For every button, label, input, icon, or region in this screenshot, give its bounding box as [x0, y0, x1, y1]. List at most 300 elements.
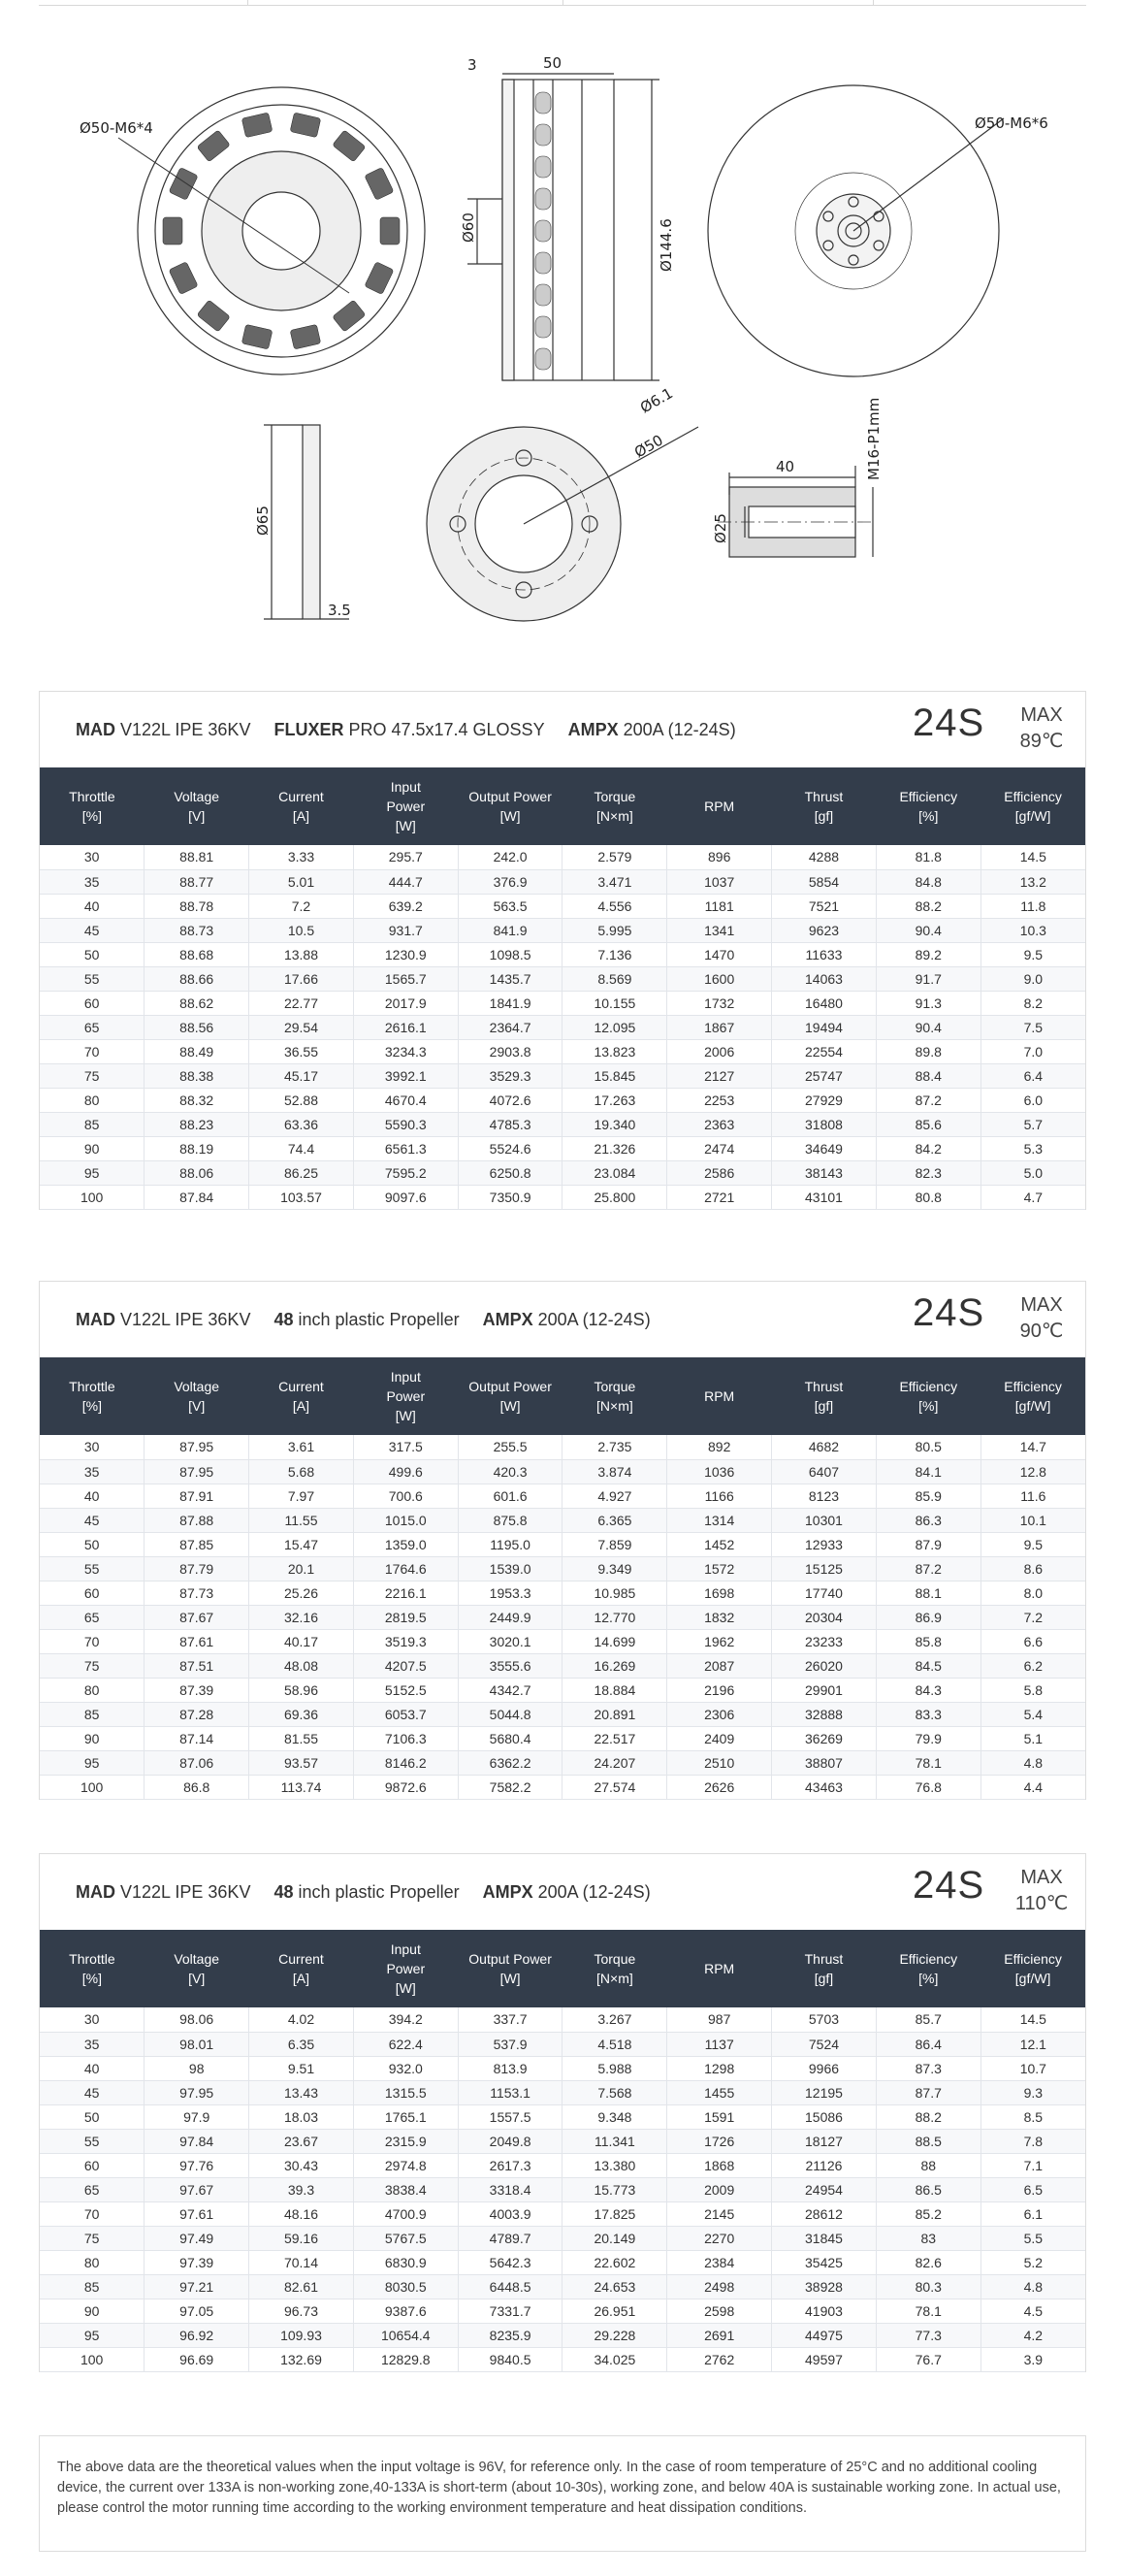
cell-efficiency-gfw: 3.9 — [980, 2347, 1085, 2371]
cell-efficiency-pct: 88.5 — [876, 2129, 980, 2153]
dim-gap: 3 — [467, 56, 477, 74]
cell-thrust: 17740 — [772, 1581, 877, 1605]
cell-throttle: 70 — [40, 1629, 145, 1653]
cell-torque: 5.995 — [562, 918, 667, 942]
cell-thrust: 9966 — [772, 2056, 877, 2080]
cell-output-power: 3318.4 — [458, 2177, 562, 2201]
cell-torque: 21.326 — [562, 1136, 667, 1160]
cell-output-power: 5044.8 — [458, 1702, 562, 1726]
table-row — [40, 2056, 1085, 2080]
cell-torque: 16.269 — [562, 1653, 667, 1678]
cell-efficiency-gfw: 4.7 — [980, 1185, 1085, 1209]
cell-rpm: 1470 — [667, 942, 772, 966]
cell-voltage: 97.84 — [145, 2129, 249, 2153]
cell-torque: 10.155 — [562, 991, 667, 1015]
cell-input-power: 317.5 — [353, 1435, 458, 1459]
cell-input-power: 444.7 — [353, 869, 458, 894]
dim-thread: M16-P1mm — [865, 397, 883, 480]
top-divider — [39, 0, 1086, 6]
cell-torque: 7.136 — [562, 942, 667, 966]
cell-thrust: 44975 — [772, 2323, 877, 2347]
performance-table-1 — [40, 767, 1085, 1210]
cell-torque: 12.095 — [562, 1015, 667, 1039]
cell-throttle: 95 — [40, 1750, 145, 1775]
header-torque: Torque [N×m] — [562, 1357, 667, 1435]
cell-throttle: 40 — [40, 894, 145, 918]
cell-input-power: 932.0 — [353, 2056, 458, 2080]
cell-torque: 5.988 — [562, 2056, 667, 2080]
cell-current: 17.66 — [249, 966, 354, 991]
cell-input-power: 639.2 — [353, 894, 458, 918]
cell-current: 45.17 — [249, 1063, 354, 1088]
performance-table-3 — [40, 1930, 1085, 2372]
cell-current: 82.61 — [249, 2274, 354, 2299]
cell-output-power: 813.9 — [458, 2056, 562, 2080]
cell-torque: 13.823 — [562, 1039, 667, 1063]
cell-efficiency-pct: 88.2 — [876, 2104, 980, 2129]
cell-current: 48.08 — [249, 1653, 354, 1678]
cell-input-power: 5152.5 — [353, 1678, 458, 1702]
cell-efficiency-pct: 87.2 — [876, 1556, 980, 1581]
cell-current: 70.14 — [249, 2250, 354, 2274]
cell-output-power: 875.8 — [458, 1508, 562, 1532]
cell-voltage: 88.78 — [145, 894, 249, 918]
cell-thrust: 43101 — [772, 1185, 877, 1209]
cell-efficiency-gfw: 4.4 — [980, 1775, 1085, 1799]
section-1-header — [40, 692, 1085, 767]
cell-thrust: 41903 — [772, 2299, 877, 2323]
table-row — [40, 1459, 1085, 1484]
table-row — [40, 2347, 1085, 2371]
cell-throttle: 60 — [40, 2153, 145, 2177]
cell-input-power: 3234.3 — [353, 1039, 458, 1063]
cell-output-power: 420.3 — [458, 1459, 562, 1484]
cell-torque: 22.602 — [562, 2250, 667, 2274]
cell-current: 109.93 — [249, 2323, 354, 2347]
cell-torque: 15.773 — [562, 2177, 667, 2201]
cell-thrust: 36269 — [772, 1726, 877, 1750]
cell-rpm: 2145 — [667, 2201, 772, 2226]
header-throttle: Throttle [%] — [40, 767, 145, 845]
cell-rpm: 1832 — [667, 1605, 772, 1629]
cell-voltage: 88.49 — [145, 1039, 249, 1063]
cell-efficiency-pct: 80.3 — [876, 2274, 980, 2299]
cell-efficiency-pct: 86.4 — [876, 2032, 980, 2056]
cell-rpm: 2127 — [667, 1063, 772, 1088]
header-thrust: Thrust [gf] — [772, 767, 877, 845]
cell-efficiency-gfw: 5.7 — [980, 1112, 1085, 1136]
cell-throttle: 45 — [40, 2080, 145, 2104]
cell-output-power: 6362.2 — [458, 1750, 562, 1775]
cell-input-power: 9387.6 — [353, 2299, 458, 2323]
technical-drawing-svg — [39, 39, 1086, 640]
cell-voltage: 87.85 — [145, 1532, 249, 1556]
table-row — [40, 1112, 1085, 1136]
header-efficiency-gfw: Efficiency [gf/W] — [980, 1357, 1085, 1435]
dim-adapter: Ø65 — [254, 505, 272, 536]
cell-throttle: 80 — [40, 1088, 145, 1112]
cell-rpm: 2510 — [667, 1750, 772, 1775]
cell-rpm: 1591 — [667, 2104, 772, 2129]
cell-thrust: 11633 — [772, 942, 877, 966]
section-2 — [39, 1281, 1086, 1800]
cell-efficiency-pct: 89.8 — [876, 1039, 980, 1063]
section-1-voltage: 24S — [913, 701, 985, 744]
cell-torque: 15.845 — [562, 1063, 667, 1088]
disclaimer-note: The above data are the theoretical values when the input voltage is 96V, for reference only. In the case of room temperature of 25°C and no additional cooling device, the current over 133A is non-working zone,40-133A is short-term (about 10-30s), working zone, and below 40A is sustainable working zone. In actual use, please control the motor running time according to the working environment temperature and heat dissipation conditions. — [39, 2435, 1086, 2552]
cell-thrust: 24954 — [772, 2177, 877, 2201]
cell-output-power: 4003.9 — [458, 2201, 562, 2226]
table-row — [40, 2032, 1085, 2056]
cell-input-power: 2216.1 — [353, 1581, 458, 1605]
cell-input-power: 499.6 — [353, 1459, 458, 1484]
dim-rear-holes: Ø50-M6*6 — [975, 114, 1048, 132]
cell-rpm: 1600 — [667, 966, 772, 991]
cell-torque: 3.267 — [562, 2007, 667, 2032]
cell-throttle: 90 — [40, 1136, 145, 1160]
cell-torque: 19.340 — [562, 1112, 667, 1136]
cell-voltage: 88.56 — [145, 1015, 249, 1039]
cell-throttle: 35 — [40, 1459, 145, 1484]
cell-current: 86.25 — [249, 1160, 354, 1185]
cell-throttle: 95 — [40, 2323, 145, 2347]
table-row — [40, 991, 1085, 1015]
cell-output-power: 5680.4 — [458, 1726, 562, 1750]
cell-output-power: 6448.5 — [458, 2274, 562, 2299]
cell-thrust: 32888 — [772, 1702, 877, 1726]
cell-voltage: 98.01 — [145, 2032, 249, 2056]
cell-output-power: 337.7 — [458, 2007, 562, 2032]
cell-rpm: 2498 — [667, 2274, 772, 2299]
cell-efficiency-gfw: 6.1 — [980, 2201, 1085, 2226]
cell-throttle: 85 — [40, 1702, 145, 1726]
cell-efficiency-gfw: 6.6 — [980, 1629, 1085, 1653]
cell-throttle: 35 — [40, 869, 145, 894]
cell-current: 81.55 — [249, 1726, 354, 1750]
cell-input-power: 4670.4 — [353, 1088, 458, 1112]
cell-voltage: 87.79 — [145, 1556, 249, 1581]
cell-thrust: 15125 — [772, 1556, 877, 1581]
header-torque: Torque [N×m] — [562, 767, 667, 845]
cell-output-power: 3555.6 — [458, 1653, 562, 1678]
cell-throttle: 50 — [40, 942, 145, 966]
header-current: Current [A] — [249, 1930, 354, 2007]
cell-output-power: 6250.8 — [458, 1160, 562, 1185]
cell-input-power: 1315.5 — [353, 2080, 458, 2104]
cell-rpm: 2474 — [667, 1136, 772, 1160]
cell-throttle: 50 — [40, 1532, 145, 1556]
table-row — [40, 1750, 1085, 1775]
cell-rpm: 2253 — [667, 1088, 772, 1112]
cell-current: 132.69 — [249, 2347, 354, 2371]
cell-throttle: 90 — [40, 2299, 145, 2323]
cell-voltage: 87.67 — [145, 1605, 249, 1629]
motor-technical-drawing — [39, 39, 1086, 640]
table-row — [40, 1532, 1085, 1556]
cell-output-power: 841.9 — [458, 918, 562, 942]
cell-voltage: 97.61 — [145, 2201, 249, 2226]
header-efficiency-gfw: Efficiency [gf/W] — [980, 1930, 1085, 2007]
cell-voltage: 96.92 — [145, 2323, 249, 2347]
cell-current: 5.01 — [249, 869, 354, 894]
table-row — [40, 2153, 1085, 2177]
cell-rpm: 2384 — [667, 2250, 772, 2274]
adapter-front — [427, 427, 698, 621]
cell-torque: 18.884 — [562, 1678, 667, 1702]
cell-throttle: 100 — [40, 2347, 145, 2371]
cell-current: 7.2 — [249, 894, 354, 918]
cell-current: 15.47 — [249, 1532, 354, 1556]
cell-rpm: 1868 — [667, 2153, 772, 2177]
cell-output-power: 242.0 — [458, 845, 562, 869]
cell-efficiency-gfw: 8.0 — [980, 1581, 1085, 1605]
header-efficiency-pct: Efficiency [%] — [876, 767, 980, 845]
section-3-voltage: 24S — [913, 1864, 985, 1907]
cell-voltage: 87.95 — [145, 1459, 249, 1484]
cell-voltage: 96.69 — [145, 2347, 249, 2371]
cell-voltage: 87.73 — [145, 1581, 249, 1605]
cell-current: 18.03 — [249, 2104, 354, 2129]
cell-efficiency-pct: 87.2 — [876, 1088, 980, 1112]
cell-throttle: 45 — [40, 918, 145, 942]
dim-shaft-diameter: Ø25 — [712, 513, 729, 543]
cell-thrust: 27929 — [772, 1088, 877, 1112]
cell-voltage: 97.49 — [145, 2226, 249, 2250]
cell-efficiency-pct: 87.7 — [876, 2080, 980, 2104]
header-rpm: RPM — [667, 1930, 772, 2007]
cell-input-power: 8146.2 — [353, 1750, 458, 1775]
cell-input-power: 4700.9 — [353, 2201, 458, 2226]
cell-input-power: 6561.3 — [353, 1136, 458, 1160]
header-input-power: Input Power [W] — [353, 767, 458, 845]
table-row — [40, 2104, 1085, 2129]
cell-throttle: 30 — [40, 845, 145, 869]
cell-efficiency-pct: 85.8 — [876, 1629, 980, 1653]
cell-current: 5.68 — [249, 1459, 354, 1484]
table-row — [40, 2129, 1085, 2153]
cell-efficiency-gfw: 6.5 — [980, 2177, 1085, 2201]
cell-torque: 27.574 — [562, 1775, 667, 1799]
cell-efficiency-gfw: 7.0 — [980, 1039, 1085, 1063]
cell-output-power: 1153.1 — [458, 2080, 562, 2104]
cell-thrust: 38143 — [772, 1160, 877, 1185]
cell-output-power: 2364.7 — [458, 1015, 562, 1039]
cell-output-power: 7582.2 — [458, 1775, 562, 1799]
cell-efficiency-gfw: 6.2 — [980, 1653, 1085, 1678]
cell-output-power: 2903.8 — [458, 1039, 562, 1063]
cell-throttle: 90 — [40, 1726, 145, 1750]
cell-efficiency-pct: 87.3 — [876, 2056, 980, 2080]
table-row — [40, 1775, 1085, 1799]
cell-throttle: 75 — [40, 1063, 145, 1088]
cell-efficiency-pct: 88.4 — [876, 1063, 980, 1088]
cell-efficiency-pct: 88.1 — [876, 1581, 980, 1605]
cell-rpm: 2721 — [667, 1185, 772, 1209]
table-row — [40, 1629, 1085, 1653]
table-row — [40, 2323, 1085, 2347]
header-voltage: Voltage [V] — [145, 1930, 249, 2007]
cell-rpm: 2409 — [667, 1726, 772, 1750]
cell-thrust: 43463 — [772, 1775, 877, 1799]
table-row — [40, 1039, 1085, 1063]
table-row — [40, 1653, 1085, 1678]
cell-input-power: 6830.9 — [353, 2250, 458, 2274]
cell-efficiency-gfw: 8.2 — [980, 991, 1085, 1015]
cell-thrust: 12195 — [772, 2080, 877, 2104]
section-1-config: MAD V122L IPE 36KV FLUXER PRO 47.5x17.4 GLOSSY AMPX 200A (12-24S) — [76, 720, 736, 739]
cell-input-power: 1015.0 — [353, 1508, 458, 1532]
cell-voltage: 87.61 — [145, 1629, 249, 1653]
cell-throttle: 35 — [40, 2032, 145, 2056]
header-current: Current [A] — [249, 1357, 354, 1435]
cell-torque: 25.800 — [562, 1185, 667, 1209]
cell-rpm: 1166 — [667, 1484, 772, 1508]
cell-voltage: 97.05 — [145, 2299, 249, 2323]
cell-efficiency-pct: 84.3 — [876, 1678, 980, 1702]
cell-rpm: 2270 — [667, 2226, 772, 2250]
cell-rpm: 1455 — [667, 2080, 772, 2104]
cell-torque: 12.770 — [562, 1605, 667, 1629]
cell-efficiency-gfw: 10.3 — [980, 918, 1085, 942]
header-voltage: Voltage [V] — [145, 767, 249, 845]
cell-thrust: 6407 — [772, 1459, 877, 1484]
cell-voltage: 97.21 — [145, 2274, 249, 2299]
cell-voltage: 98 — [145, 2056, 249, 2080]
cell-efficiency-pct: 88 — [876, 2153, 980, 2177]
cell-output-power: 1953.3 — [458, 1581, 562, 1605]
header-throttle: Throttle [%] — [40, 1357, 145, 1435]
cell-throttle: 40 — [40, 1484, 145, 1508]
cell-throttle: 80 — [40, 1678, 145, 1702]
table-row — [40, 1556, 1085, 1581]
cell-rpm: 896 — [667, 845, 772, 869]
cell-torque: 13.380 — [562, 2153, 667, 2177]
cell-efficiency-pct: 77.3 — [876, 2323, 980, 2347]
cell-thrust: 9623 — [772, 918, 877, 942]
cell-rpm: 1181 — [667, 894, 772, 918]
cell-current: 3.33 — [249, 845, 354, 869]
cell-output-power: 8235.9 — [458, 2323, 562, 2347]
cell-efficiency-pct: 80.8 — [876, 1185, 980, 1209]
cell-input-power: 700.6 — [353, 1484, 458, 1508]
cell-efficiency-pct: 88.2 — [876, 894, 980, 918]
table-row — [40, 1508, 1085, 1532]
header-throttle: Throttle [%] — [40, 1930, 145, 2007]
cell-torque: 4.518 — [562, 2032, 667, 2056]
cell-thrust: 19494 — [772, 1015, 877, 1039]
cell-efficiency-gfw: 5.5 — [980, 2226, 1085, 2250]
table-row — [40, 1088, 1085, 1112]
cell-torque: 11.341 — [562, 2129, 667, 2153]
cell-torque: 17.825 — [562, 2201, 667, 2226]
cell-efficiency-pct: 78.1 — [876, 1750, 980, 1775]
cell-current: 22.77 — [249, 991, 354, 1015]
table-row — [40, 1185, 1085, 1209]
cell-voltage: 87.06 — [145, 1750, 249, 1775]
cell-rpm: 2306 — [667, 1702, 772, 1726]
cell-output-power: 376.9 — [458, 869, 562, 894]
table-row — [40, 2177, 1085, 2201]
cell-efficiency-pct: 85.6 — [876, 1112, 980, 1136]
cell-efficiency-pct: 79.9 — [876, 1726, 980, 1750]
section-3-config: MAD V122L IPE 36KV 48 inch plastic Propeller AMPX 200A (12-24S) — [76, 1882, 651, 1902]
cell-throttle: 45 — [40, 1508, 145, 1532]
cell-input-power: 295.7 — [353, 845, 458, 869]
cell-voltage: 87.28 — [145, 1702, 249, 1726]
table-row — [40, 1605, 1085, 1629]
section-2-max-temp: MAX 90℃ — [1019, 1294, 1064, 1342]
cell-thrust: 23233 — [772, 1629, 877, 1653]
cell-output-power: 7350.9 — [458, 1185, 562, 1209]
cell-throttle: 85 — [40, 2274, 145, 2299]
cell-efficiency-pct: 84.1 — [876, 1459, 980, 1484]
header-current: Current [A] — [249, 767, 354, 845]
cell-input-power: 4207.5 — [353, 1653, 458, 1678]
cell-throttle: 70 — [40, 2201, 145, 2226]
cell-torque: 24.653 — [562, 2274, 667, 2299]
cell-output-power: 1539.0 — [458, 1556, 562, 1581]
cell-voltage: 97.76 — [145, 2153, 249, 2177]
cell-current: 36.55 — [249, 1039, 354, 1063]
table-row — [40, 894, 1085, 918]
cell-torque: 23.084 — [562, 1160, 667, 1185]
cell-thrust: 26020 — [772, 1653, 877, 1678]
cell-thrust: 12933 — [772, 1532, 877, 1556]
cell-throttle: 75 — [40, 1653, 145, 1678]
dim-outer: Ø144.6 — [658, 218, 675, 272]
cell-rpm: 2009 — [667, 2177, 772, 2201]
table-row — [40, 1702, 1085, 1726]
cell-input-power: 9097.6 — [353, 1185, 458, 1209]
cell-throttle: 55 — [40, 966, 145, 991]
table-row — [40, 942, 1085, 966]
cell-voltage: 88.06 — [145, 1160, 249, 1185]
cell-thrust: 38807 — [772, 1750, 877, 1775]
cell-efficiency-pct: 82.3 — [876, 1160, 980, 1185]
cell-thrust: 21126 — [772, 2153, 877, 2177]
cell-efficiency-gfw: 7.5 — [980, 1015, 1085, 1039]
cell-efficiency-gfw: 5.2 — [980, 2250, 1085, 2274]
cell-rpm: 1137 — [667, 2032, 772, 2056]
header-efficiency-gfw: Efficiency [gf/W] — [980, 767, 1085, 845]
header-output-power: Output Power [W] — [458, 1930, 562, 2007]
dim-front-holes: Ø50-M6*4 — [80, 119, 153, 137]
cell-output-power: 4342.7 — [458, 1678, 562, 1702]
cell-thrust: 18127 — [772, 2129, 877, 2153]
cell-thrust: 35425 — [772, 2250, 877, 2274]
cell-output-power: 2049.8 — [458, 2129, 562, 2153]
cell-efficiency-gfw: 9.5 — [980, 1532, 1085, 1556]
cell-torque: 3.471 — [562, 869, 667, 894]
cell-thrust: 38928 — [772, 2274, 877, 2299]
cell-input-power: 931.7 — [353, 918, 458, 942]
table-row — [40, 918, 1085, 942]
cell-output-power: 4072.6 — [458, 1088, 562, 1112]
cell-efficiency-gfw: 4.2 — [980, 2323, 1085, 2347]
cell-torque: 9.348 — [562, 2104, 667, 2129]
cell-efficiency-gfw: 5.1 — [980, 1726, 1085, 1750]
cell-current: 113.74 — [249, 1775, 354, 1799]
cell-current: 29.54 — [249, 1015, 354, 1039]
cell-rpm: 2006 — [667, 1039, 772, 1063]
section-1 — [39, 691, 1086, 1210]
cell-throttle: 65 — [40, 2177, 145, 2201]
cell-efficiency-gfw: 8.5 — [980, 2104, 1085, 2129]
cell-efficiency-gfw: 5.0 — [980, 1160, 1085, 1185]
cell-torque: 8.569 — [562, 966, 667, 991]
cell-efficiency-gfw: 12.1 — [980, 2032, 1085, 2056]
cell-voltage: 87.39 — [145, 1678, 249, 1702]
